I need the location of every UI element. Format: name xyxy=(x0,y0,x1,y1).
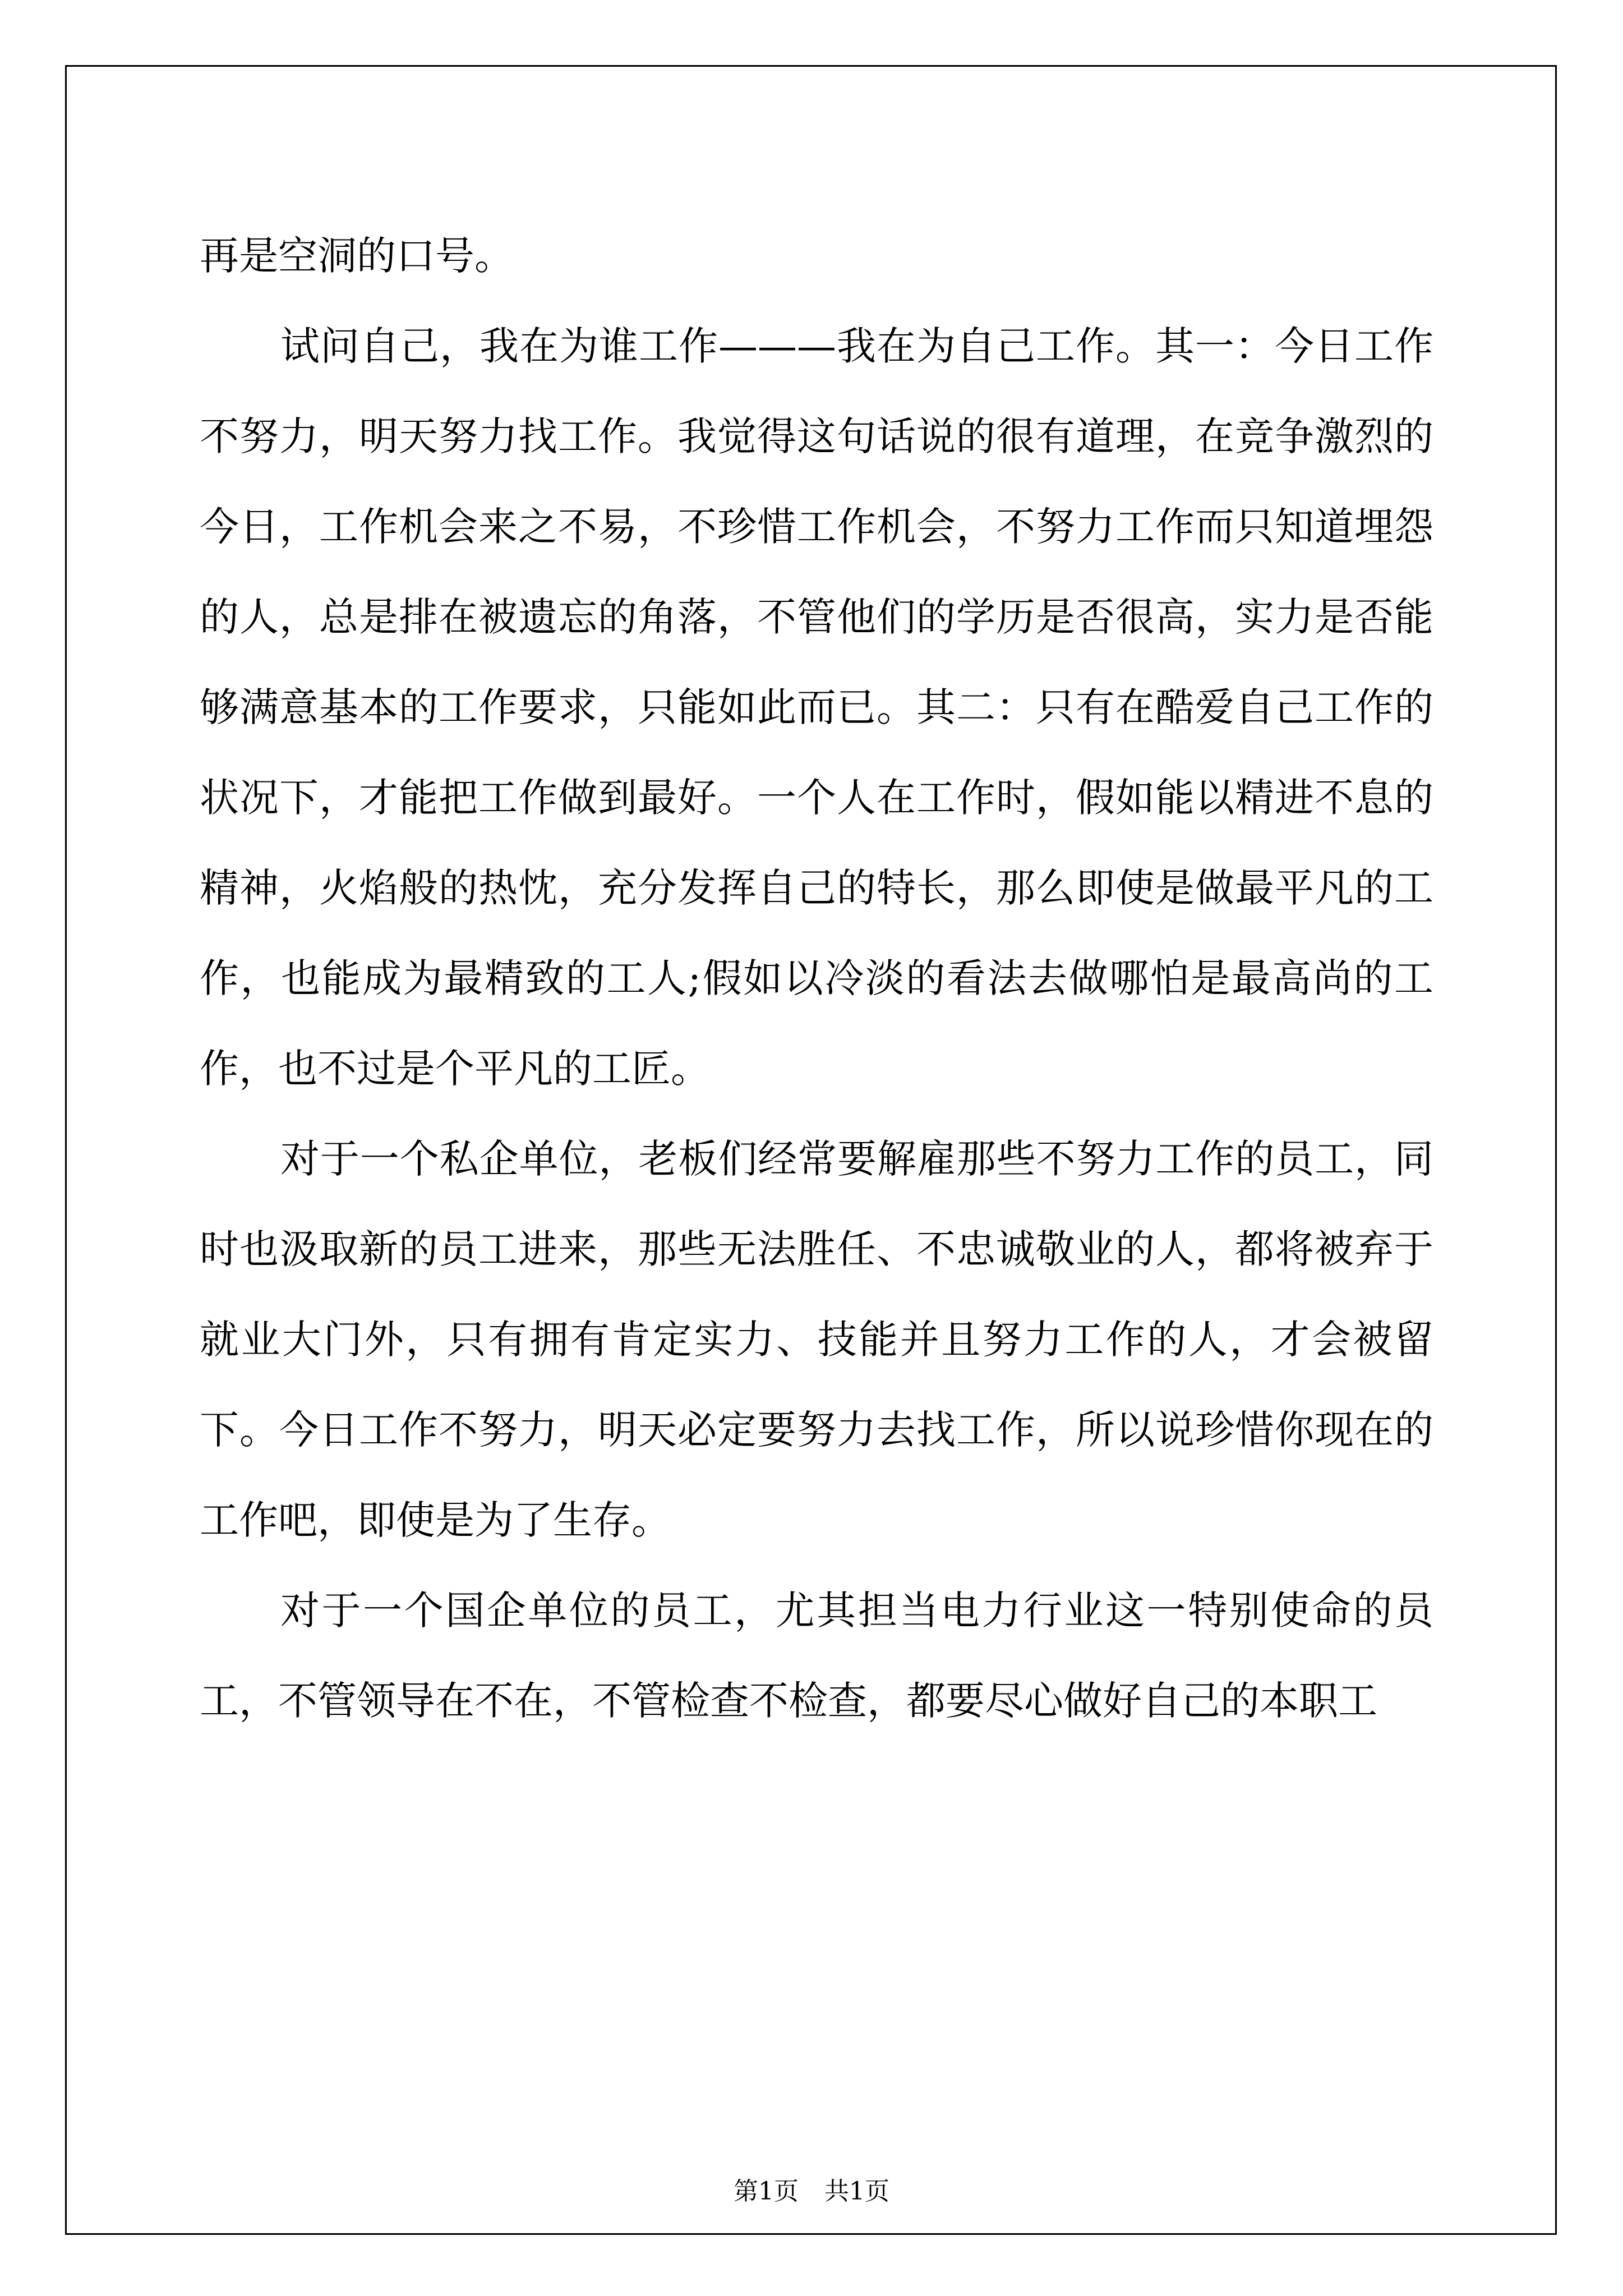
page-footer xyxy=(0,2171,1623,2207)
page-total: 共1页 xyxy=(824,2177,889,2206)
paragraph: 对于一个国企单位的员工，尤其担当电力行业这一特别使命的员工，不管领导在不在，不管检查不检查，都要尽心做好自己的本职工 xyxy=(200,1588,1433,1724)
page-number: 第1页 xyxy=(734,2177,799,2206)
paragraph: 试问自己，我在为谁工作———我在为自己工作。其一：今日工作不努力，明天努力找工作。我觉得这句话说的很有道理，在竞争激烈的今日，工作机会来之不易，不珍惜工作机会，不努力工作而只知道埋怨的人，总是排在被遗忘的角落，不管他们的学历是否很高，实力是否能够满意基本的工作要求，只能如此而已。其二：只有在酷爱自己工作的状况下，才能把工作做到最好。一个人在工作时，假如能以精进不息的精神，火焰般的热忱，充分发挥自己的特长，那么即使是做最平凡的工作，也能成为最精致的工人;假如以冷淡的看法去做哪怕是最高尚的工作，也不过是个平凡的工匠。 xyxy=(200,323,1433,1092)
paragraph-continuation: 再是空洞的口号。 xyxy=(200,233,514,279)
paragraph: 对于一个私企单位，老板们经常要解雇那些不努力工作的员工，同时也汲取新的员工进来，那些无法胜任、不忠诚敬业的人，都将被弃于就业大门外，只有拥有肯定实力、技能并且努力工作的人，才会被留下。今日工作不努力，明天必定要努力去找工作，所以说珍惜你现在的工作吧，即使是为了生存。 xyxy=(200,1136,1433,1543)
document-body xyxy=(200,211,1433,1746)
